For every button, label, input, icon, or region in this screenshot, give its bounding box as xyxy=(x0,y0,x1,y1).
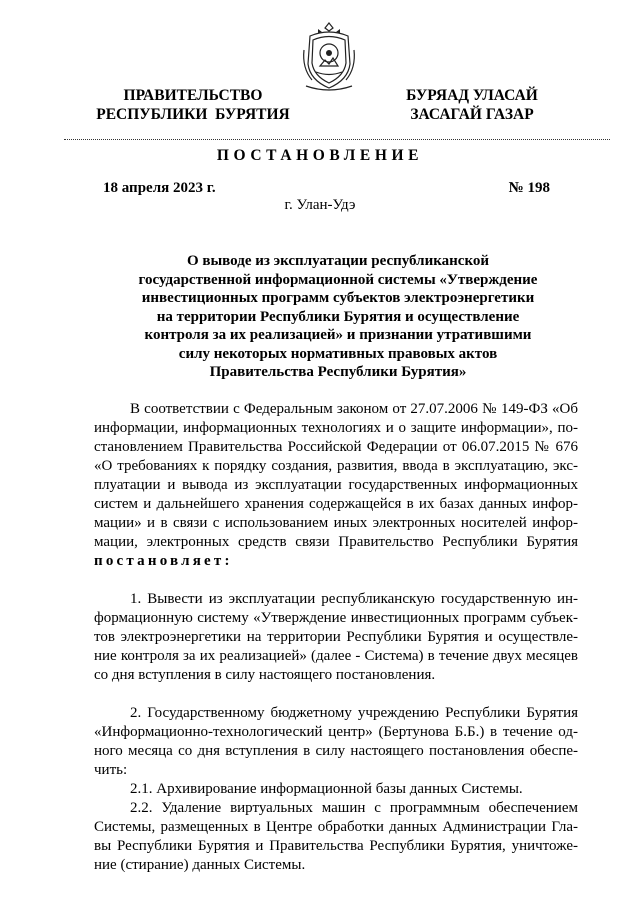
text-line: ние контроля за их реализацией» (далее - Система) в течение двух месяцев xyxy=(94,648,578,664)
text-line: формационную систему «Утверждение инвестиционных программ субъек- xyxy=(94,610,578,626)
text-line: 1. Вывести из эксплуатации республиканскую государственную ин- xyxy=(130,591,578,607)
text-line: В соответствии с Федеральным законом от 27.07.2006 № 149-ФЗ «Об xyxy=(130,401,578,417)
title-line: контроля за их реализацией» и признании утратившими xyxy=(144,327,532,343)
document-body xyxy=(94,400,578,875)
text-line: «Информационно-технологический центр» (Бертунова Б.Б.) в течение од- xyxy=(94,724,578,740)
text-line: плуатации и вывода из эксплуатации государственных информационных xyxy=(94,477,578,493)
text-line: ного месяца со дня вступления в силу настоящего постановления обеспе- xyxy=(94,743,578,759)
text-line: становлением Правительства Российской Федерации от 06.07.2015 № 676 xyxy=(94,439,578,455)
document-date: 18 апреля 2023 г. xyxy=(103,180,216,196)
header-divider xyxy=(64,139,610,140)
title-line: О выводе из эксплуатации республиканской xyxy=(186,253,490,269)
text-line: 2.1. Архивирование информационной базы данных Системы. xyxy=(130,781,523,797)
item-2-2-paragraph xyxy=(94,799,578,875)
text-line: 2.2. Удаление виртуальных машин с программным обеспечением xyxy=(130,800,578,816)
text-line: вы Республики Бурятия и Правительства Республики Бурятия, уничтоже- xyxy=(94,838,578,854)
title-line: государственной информационной системы «Утверждение xyxy=(138,271,538,288)
header-left-line1: ПРАВИТЕЛЬСТВО xyxy=(123,87,263,104)
document-city: г. Улан-Удэ xyxy=(284,197,356,213)
header-right xyxy=(392,86,552,124)
text-line: информации, информационных технологиях и о защите информации», по- xyxy=(94,420,578,436)
item-1-paragraph xyxy=(94,590,578,685)
intro-paragraph xyxy=(94,400,578,571)
item-2-paragraph xyxy=(94,704,578,780)
header-left xyxy=(86,86,300,124)
text-line: ние (стирание) данных Системы. xyxy=(94,857,306,873)
text-line: 2. Государственному бюджетному учреждению Республики Бурятия xyxy=(130,705,578,721)
header-right-line2: ЗАСАГАЙ ГАЗАР xyxy=(410,106,534,123)
text-line: мации» и в связи с использованием иных электронных носителей инфор- xyxy=(94,515,578,531)
document-type: ПОСТАНОВЛЕНИЕ xyxy=(216,147,424,164)
text-line: Системы, размещенных в Центре обработки данных Администрации Гла- xyxy=(94,819,578,835)
text-line: тов электроэнергетики на территории Республики Бурятия и осуществле- xyxy=(94,629,578,645)
item-2-1-paragraph xyxy=(94,780,578,799)
title-line: Правительства Республики Бурятия» xyxy=(209,364,467,380)
text-line: чить: xyxy=(94,762,128,778)
coat-of-arms-emblem xyxy=(298,20,360,92)
decree-word: постановляет: xyxy=(94,553,233,569)
text-line: систем и дальнейшего хранения содержащейся в их базах данных инфор- xyxy=(94,496,578,512)
text-line: со дня вступления в силу настоящего постановления. xyxy=(94,667,436,683)
document-number: № 198 xyxy=(508,180,550,196)
text-line: «О требованиях к порядку создания, развития, ввода в эксплуатацию, экс- xyxy=(94,458,578,474)
text-line: мации, электронных средств связи Правительство Республики Бурятия xyxy=(94,534,578,550)
document-title xyxy=(118,252,558,382)
title-line: инвестиционных программ субъектов электроэнергетики xyxy=(141,290,535,306)
title-line: силу некоторых нормативных правовых актов xyxy=(178,345,498,362)
header-left-line2: РЕСПУБЛИКИ БУРЯТИЯ xyxy=(96,106,290,123)
header-right-line1: БУРЯАД УЛАСАЙ xyxy=(406,87,538,104)
title-line: на территории Республики Бурятия и осуществление xyxy=(156,308,520,325)
